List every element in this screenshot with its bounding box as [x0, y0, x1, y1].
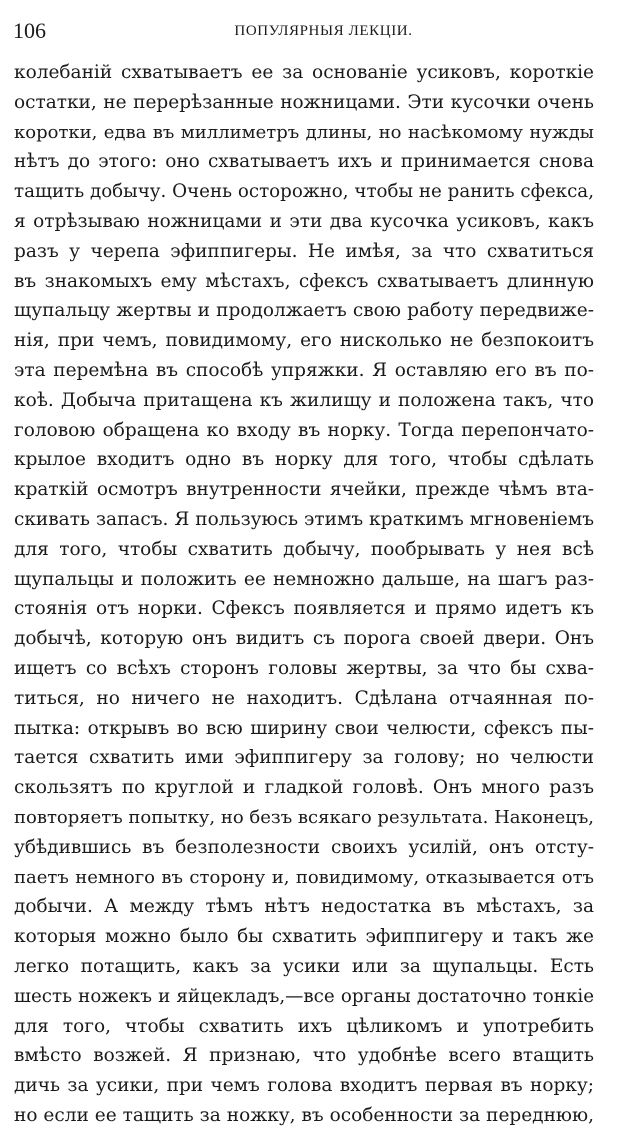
- text-line: остатки, не перерѣзанные ножницами. Эти кусочки очень: [14, 91, 594, 113]
- body-text: [14, 58, 594, 1131]
- text-line: щупальцу жертвы и продолжаетъ свою работу передвиже-: [14, 300, 594, 322]
- text-line: скользятъ по круглой и гладкой головѣ. Онъ много разъ: [14, 777, 594, 799]
- text-line: крылое входитъ одно въ норку для того, чтобы сдѣлать: [14, 449, 594, 471]
- text-line: паетъ немного въ сторону и, повидимому, отказывается отъ: [14, 866, 594, 888]
- text-line: добычи. А между тѣмъ нѣтъ недостатка въ мѣстахъ, за: [14, 896, 594, 918]
- text-line: но если ее тащить за ножку, въ особенности за переднюю,: [14, 1104, 594, 1126]
- text-line: для того, чтобы схватить ихъ цѣликомъ и употребить: [14, 1015, 594, 1037]
- text-line: шесть ножекъ и яйцекладъ,—все органы достаточно тонкіе: [14, 985, 594, 1007]
- text-line: которыя можно было бы схватить эфиппигеру и такъ же: [14, 926, 594, 948]
- text-line: титься, но ничего не находитъ. Сдѣлана отчаянная по-: [14, 687, 594, 709]
- text-line: пытка: открывъ во всю ширину свои челюсти, сфексъ пы-: [14, 717, 594, 739]
- text-line: я отрѣзываю ножницами и эти два кусочка усиковъ, какъ: [14, 210, 594, 232]
- text-line: нѣтъ до этого: оно схватываетъ ихъ и принимается снова: [14, 151, 594, 173]
- text-line: коѣ. Добыча притащена къ жилищу и положена такъ, что: [14, 389, 594, 411]
- text-line: головою обращена ко входу въ норку. Тогда перепончато-: [14, 419, 594, 441]
- text-line: щупальцы и положить ее немножно дальше, на шагъ раз-: [14, 568, 594, 590]
- text-line: для того, чтобы схватить добычу, пообрывать у нея всѣ: [14, 538, 594, 560]
- running-title: ПОПУЛЯРНЫЯ ЛЕКЦІИ.: [234, 23, 413, 39]
- text-line: вмѣсто возжей. Я признаю, что удобнѣе всего втащить: [14, 1045, 594, 1067]
- text-line: убѣдившись въ безполезности своихъ усилій, онъ отсту-: [14, 836, 594, 858]
- text-line: нія, при чемъ, повидимому, его нисколько не безпокоитъ: [14, 330, 594, 352]
- text-line: легко потащить, какъ за усики или за щупальцы. Есть: [14, 955, 594, 977]
- text-line: дичь за усики, при чемъ голова входитъ первая въ норку;: [14, 1075, 594, 1097]
- text-line: разъ у черепа эфиппигеры. Не имѣя, за что схватиться: [14, 240, 594, 262]
- text-line: краткій осмотръ внутренности ячейки, прежде чѣмъ вта-: [14, 479, 594, 501]
- text-line: тащить добычу. Очень осторожно, чтобы не ранить сфекса,: [14, 181, 594, 203]
- text-line: эта перемѣна въ способѣ упряжки. Я оставляю его въ по-: [14, 359, 594, 381]
- text-line: повторяетъ попытку, но безъ всякаго результата. Наконецъ,: [14, 806, 594, 828]
- text-line: стоянія отъ норки. Сфексъ появляется и прямо идетъ къ: [14, 598, 594, 620]
- text-line: добычѣ, которую онъ видитъ съ порога своей двери. Онъ: [14, 628, 594, 650]
- page-number: 106: [13, 18, 46, 43]
- text-line: въ знакомыхъ ему мѣстахъ, сфексъ схватываетъ длинную: [14, 270, 594, 292]
- text-line: коротки, едва въ миллиметръ длины, но насѣкомому нужды: [14, 121, 594, 143]
- text-line: скивать запасъ. Я пользуюсь этимъ краткимъ мгновеніемъ: [14, 508, 594, 530]
- text-line: колебаній схватываетъ ее за основаніе усиковъ, короткіе: [14, 62, 594, 83]
- page-header: [13, 14, 594, 48]
- text-line: ищетъ со всѣхъ сторонъ головы жертвы, за что бы схва-: [14, 657, 594, 679]
- text-line: тается схватить ими эфиппигеру за голову; но челюсти: [14, 747, 594, 769]
